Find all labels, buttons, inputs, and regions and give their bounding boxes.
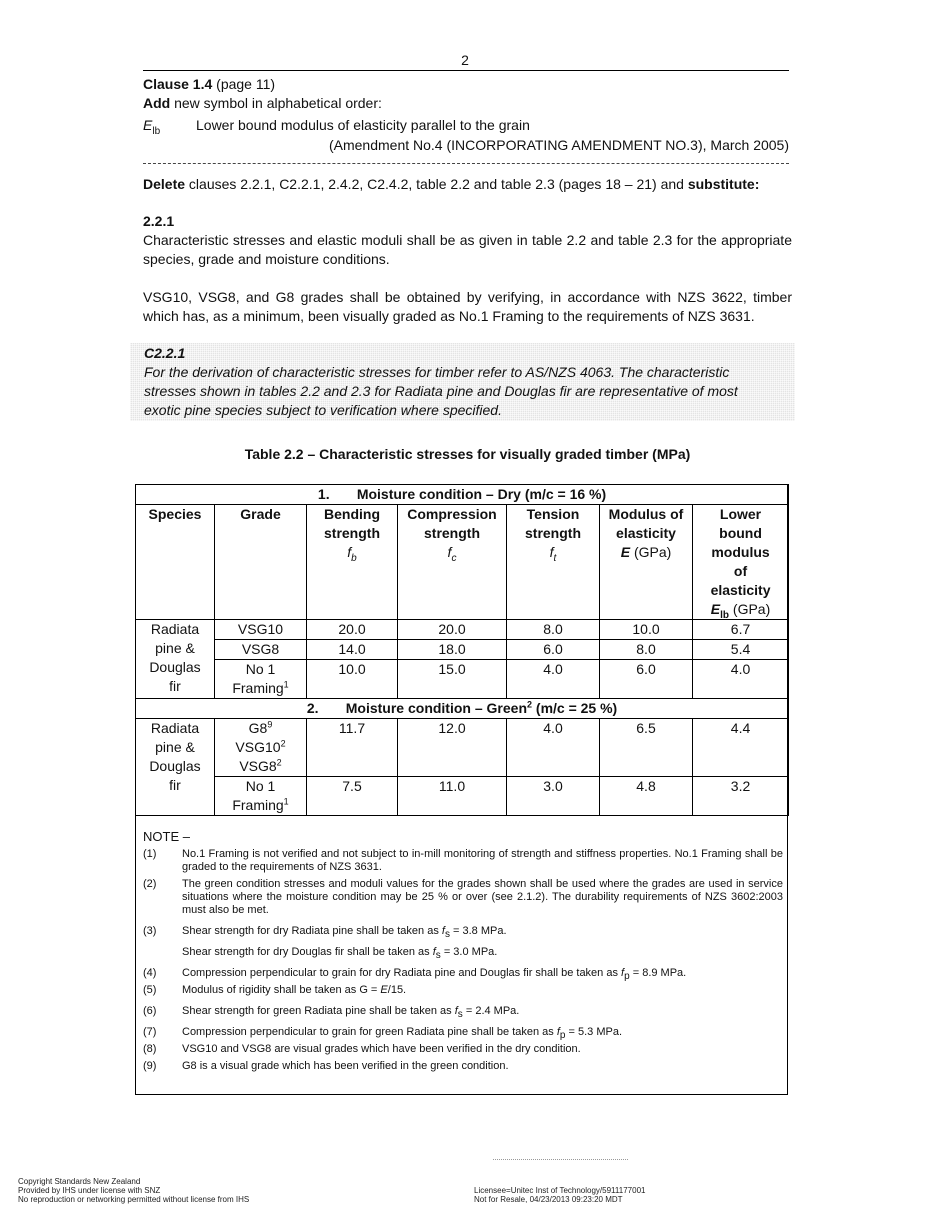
header-lower-bound-modulus: Lower bound modulus of elasticity $E_{lb}$ (GPa)	[693, 505, 789, 620]
value-cell: 18.0	[398, 640, 507, 660]
note-item: (3) Shear strength for dry Radiata pine shall be taken as $f_s = 3.8$ MPa.	[143, 925, 507, 941]
table-caption: Table 2.2 – Characteristic stresses for visually graded timber (MPa)	[244, 446, 691, 462]
commentary-box	[130, 343, 795, 421]
value-cell: 20.0	[398, 620, 507, 640]
section-heading: 2.2.1	[143, 213, 175, 229]
section-paragraph-1: Characteristic stresses and elastic moduli shall be as given in table 2.2 and table 2.3 for the appropriate species, grade and moisture conditions.	[143, 232, 792, 267]
substitute-word: substitute:	[687, 176, 760, 192]
grade-cell: No 1 Framing$^1$	[215, 777, 307, 816]
delete-instruction	[143, 175, 759, 194]
value-cell: 14.0	[307, 640, 398, 660]
value-cell: 10.0	[600, 620, 693, 640]
table-row	[136, 640, 789, 660]
commentary-line: exotic pine species subject to verification where specified.	[144, 402, 502, 418]
grade-cell: $G8^9$ $VSG10^2$ $VSG8^2$	[215, 719, 307, 777]
page-number: 2	[461, 52, 469, 68]
table-row	[136, 719, 789, 777]
header-rule	[143, 70, 789, 71]
value-cell: 3.2	[693, 777, 789, 816]
value-cell: 11.7	[307, 719, 398, 777]
header-grade: Grade	[215, 505, 307, 620]
value-cell: 8.0	[507, 620, 600, 640]
grade-cell: VSG10	[215, 620, 307, 640]
footer-license: Licensee=Unitec Inst of Technology/5911177001 Not for Resale, 04/23/2013 09:23:20 MDT	[474, 1186, 646, 1204]
note-item: Shear strength for dry Douglas fir shall be taken as $f_s = 3.0$ MPa.	[182, 946, 498, 962]
value-cell: 3.0	[507, 777, 600, 816]
add-verb: Add	[143, 95, 171, 111]
amendment-reference: (Amendment No.4 (INCORPORATING AMENDMENT NO.3), March 2005)	[328, 137, 789, 153]
dashed-divider	[143, 163, 789, 164]
value-cell: 6.0	[600, 660, 693, 699]
species-cell: Radiata pine & Douglas fir	[136, 620, 215, 699]
value-cell: 6.5	[600, 719, 693, 777]
table-row	[136, 620, 789, 640]
table-notes	[143, 830, 783, 1077]
commentary-line: stresses shown in tables 2.2 and 2.3 for Radiata pine and Douglas fir are representative of most	[144, 383, 738, 399]
note-item: (4) Compression perpendicular to grain for dry Radiata pine and Douglas fir shall be taken as $f_p = 8.9$ MPa.	[143, 967, 687, 983]
note-item: (5) Modulus of rigidity shall be taken as G = E/15.	[143, 984, 407, 996]
header-compression: Compression strength $f_c$	[398, 505, 507, 620]
note-item: (7) Compression perpendicular to grain for green Radiata pine shall be taken as $f_p = 5.3$ MPa.	[143, 1026, 623, 1042]
value-cell: 4.0	[507, 719, 600, 777]
value-cell: 4.8	[600, 777, 693, 816]
header-tension: Tension strength $f_t$	[507, 505, 600, 620]
value-cell: 20.0	[307, 620, 398, 640]
commentary-heading: C2.2.1	[144, 345, 186, 361]
grade-cell: No 1 Framing$^1$	[215, 660, 307, 699]
clause-page: (page 11)	[216, 76, 276, 92]
value-cell: 4.0	[507, 660, 600, 699]
section-paragraph-2: VSG10, VSG8, and G8 grades shall be obtained by verifying, in accordance with NZS 3622, timber which has, as a minimum, been visually graded as No.1 Framing to the requirements of NZS 3631.	[143, 289, 792, 324]
note-item: (9) G8 is a visual grade which has been verified in the green condition.	[143, 1060, 509, 1072]
value-cell: 8.0	[600, 640, 693, 660]
moisture-condition-dry: 1. Moisture condition – Dry (m/c = 16 %)	[136, 485, 789, 505]
header-modulus: Modulus of elasticity E (GPa)	[600, 505, 693, 620]
value-cell: 12.0	[398, 719, 507, 777]
note-item: (2) The green condition stresses and moduli values for the grades shown shall be used where the grades are used in service situations where the moisture condition may be 25 % or over (see 2.1.2). The durability requirements of NZS 3602:2003 must also be met.	[143, 878, 783, 916]
add-text: new symbol in alphabetical order:	[174, 95, 382, 111]
value-cell: 4.0	[693, 660, 789, 699]
table-row	[136, 660, 789, 699]
value-cell: 11.0	[398, 777, 507, 816]
header-species: Species	[136, 505, 215, 620]
commentary-line: For the derivation of characteristic stresses for timber refer to AS/NZS 4063. The characteristic	[144, 364, 730, 380]
header-bending: Bending strength $f_b$	[307, 505, 398, 620]
grade-cell: VSG8	[215, 640, 307, 660]
note-item: (6) Shear strength for green Radiata pine shall be taken as $f_s = 2.4$ MPa.	[143, 1005, 520, 1021]
clause-label: Clause 1.4	[143, 76, 213, 92]
value-cell: 6.0	[507, 640, 600, 660]
species-cell: Radiata pine & Douglas fir	[136, 719, 215, 816]
note-item: (8) VSG10 and VSG8 are visual grades which have been verified in the dry condition.	[143, 1043, 581, 1055]
add-instruction	[143, 94, 382, 113]
value-cell: 4.4	[693, 719, 789, 777]
symbol-elb: $E_{lb}$	[143, 117, 161, 137]
table-row	[136, 777, 789, 816]
dotted-mark	[493, 1159, 628, 1160]
value-cell: 7.5	[307, 777, 398, 816]
footer-copyright: Copyright Standards New Zealand Provided by IHS under license with SNZ No reproduction or networking permitted without license from IHS	[18, 1177, 250, 1204]
delete-text: clauses 2.2.1, C2.2.1, 2.4.2, C2.4.2, table 2.2 and table 2.3 (pages 18 – 21) and	[188, 176, 684, 192]
value-cell: 5.4	[693, 640, 789, 660]
value-cell: 10.0	[307, 660, 398, 699]
table-header-row	[136, 505, 789, 620]
symbol-description: Lower bound modulus of elasticity parallel to the grain	[196, 117, 530, 133]
stress-table	[135, 484, 789, 816]
moisture-condition-green: 2. Moisture condition – Green$^2$ (m/c = 25 %)	[136, 699, 789, 719]
delete-verb: Delete	[143, 176, 186, 192]
value-cell: 6.7	[693, 620, 789, 640]
notes-title: NOTE –	[143, 829, 190, 844]
value-cell: 15.0	[398, 660, 507, 699]
clause-reference	[143, 75, 275, 94]
note-item: (1) No.1 Framing is not verified and not subject to in-mill monitoring of strength and stiffness properties. No.1 Framing shall be graded to the requirements of NZS 3631.	[143, 848, 783, 873]
